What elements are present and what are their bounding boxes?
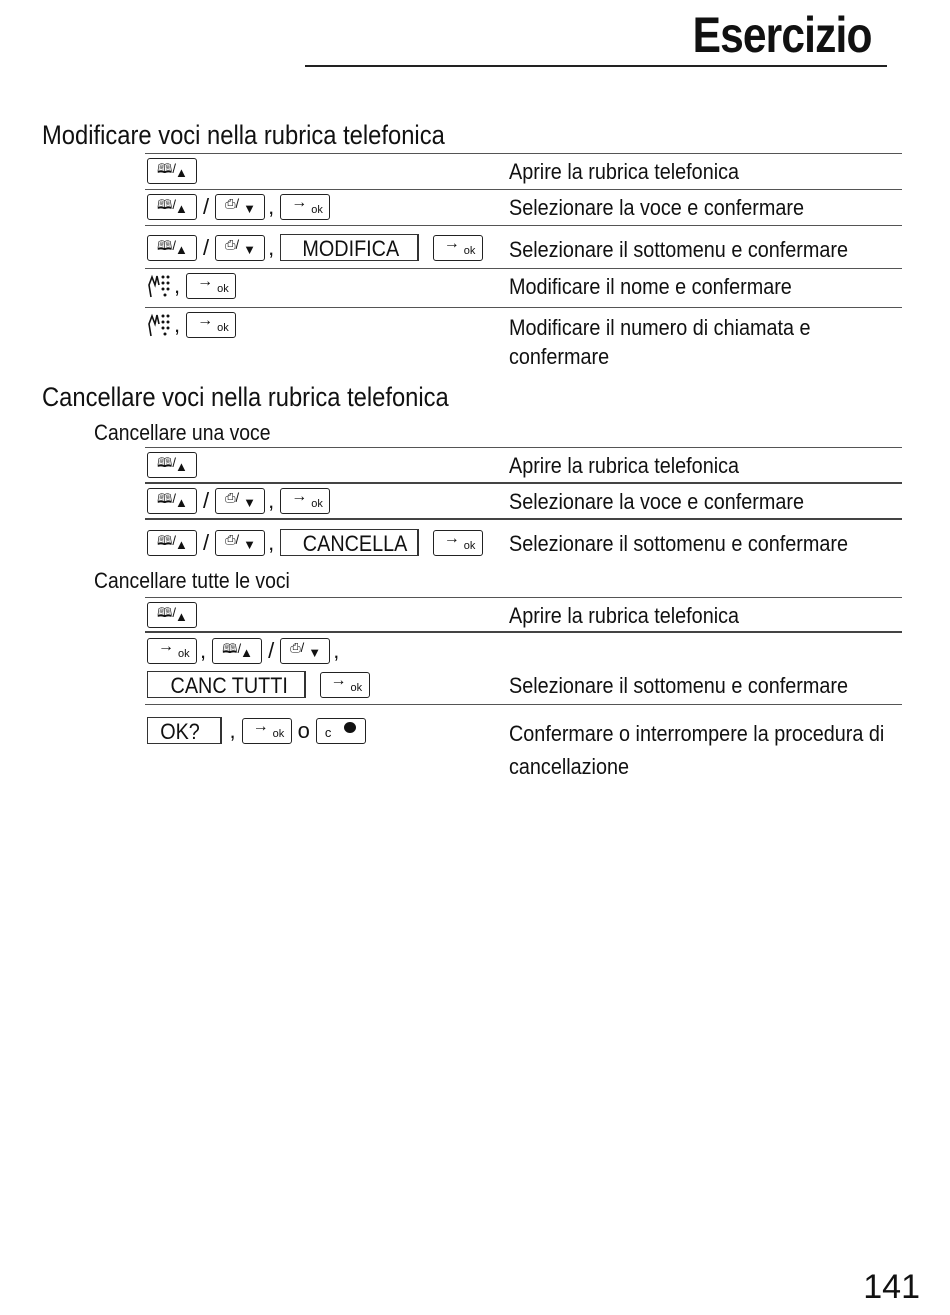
step-description: Selezionare il sottomenu e confermare [509,531,848,556]
menu-item-display [280,529,418,556]
comma: , [268,488,275,513]
menu-tick [417,234,419,261]
table-row [145,153,902,190]
table-row [145,268,902,308]
slash-separator: / [268,638,275,663]
step-description: Selezionare la voce e confermare [509,489,804,514]
table-row [145,189,902,226]
step-description: Aprire la rubrica telefonica [509,603,740,628]
ok-key-icon: → ok [242,718,292,744]
ok-key-icon: → ok [186,273,236,299]
ok-key-icon: → ok [433,530,483,556]
step-description: Modificare il numero di chiamata e confermare [509,315,811,369]
step-description: Selezionare il sottomenu e confermare [509,673,848,698]
section-title-delete: Cancellare voci nella rubrica telefonica [42,382,449,412]
ok-key-icon: → ok [280,194,330,220]
redial-down-key-icon: ⎙/ ▼ [215,235,265,261]
table-row [145,704,902,785]
redial-down-key-icon: ⎙/ ▼ [215,530,265,556]
phonebook-up-key-icon: 🕮/ ▲ [147,194,197,220]
redial-down-key-icon: ⎙/ ▼ [215,194,265,220]
redial-down-key-icon: ⎙/ ▼ [215,488,265,514]
phonebook-up-key-icon: 🕮/ ▲ [147,452,197,478]
subsection-title-delete-all: Cancellare tutte le voci [94,568,290,593]
keypad-icon [147,273,171,299]
redial-down-key-icon: ⎙/ ▼ [280,638,330,664]
comma: , [268,529,275,555]
cancel-key-icon: c [316,718,366,744]
step-description: Confermare o interrompere la procedura di cancellazione [509,721,885,779]
menu-label: CANCELLA [303,531,408,556]
menu-label: CANC TUTTI [170,673,288,698]
step-description: Selezionare la voce e confermare [509,195,804,220]
comma: , [174,273,181,298]
slash-separator: / [203,234,210,260]
header-rule [305,65,887,67]
step-description: Modificare il nome e confermare [509,274,792,299]
slash-separator: / [203,529,210,555]
comma: , [200,638,207,663]
step-description: Selezionare il sottomenu e confermare [509,237,848,262]
section-title-modify: Modificare voci nella rubrica telefonica [42,120,445,150]
phonebook-up-key-icon: 🕮/ ▲ [147,158,197,184]
menu-tick [304,671,306,698]
table-row [145,225,902,269]
ok-key-icon: → ok [186,312,236,338]
table-row [145,482,902,520]
ok-key-icon: → ok [433,235,483,261]
comma: , [174,312,181,337]
comma: , [268,194,275,219]
table-row [145,631,902,706]
comma: , [333,638,340,663]
comma: , [229,717,236,743]
menu-tick [220,717,222,744]
table-row [145,307,902,374]
menu-item-display [147,671,305,698]
menu-item-display [280,234,418,261]
menu-tick [417,529,419,556]
ok-key-icon: → ok [320,672,370,698]
slash-separator: / [203,194,210,219]
phonebook-up-key-icon: 🕮/ ▲ [147,235,197,261]
ok-key-icon: → ok [280,488,330,514]
phonebook-up-key-icon: 🕮/ ▲ [147,488,197,514]
slash-separator: / [203,488,210,513]
menu-label: OK? [160,719,200,744]
table-row [145,597,902,632]
phonebook-up-key-icon: 🕮/ ▲ [147,602,197,628]
phonebook-up-key-icon: 🕮/ ▲ [212,638,262,664]
page-title: Esercizio [693,7,872,63]
step-description: Aprire la rubrica telefonica [509,159,740,184]
menu-item-display [147,717,221,744]
table-row [145,518,902,565]
comma: , [268,234,275,260]
keypad-icon [147,312,171,338]
or-text: o [297,717,310,743]
phonebook-up-key-icon: 🕮/ ▲ [147,530,197,556]
ok-key-icon: → ok [147,638,197,664]
subsection-title-delete-one: Cancellare una voce [94,420,271,445]
page-number: 141 [863,1268,920,1306]
menu-label: MODIFICA [302,236,400,261]
step-description: Aprire la rubrica telefonica [509,453,740,478]
table-row [145,447,902,483]
